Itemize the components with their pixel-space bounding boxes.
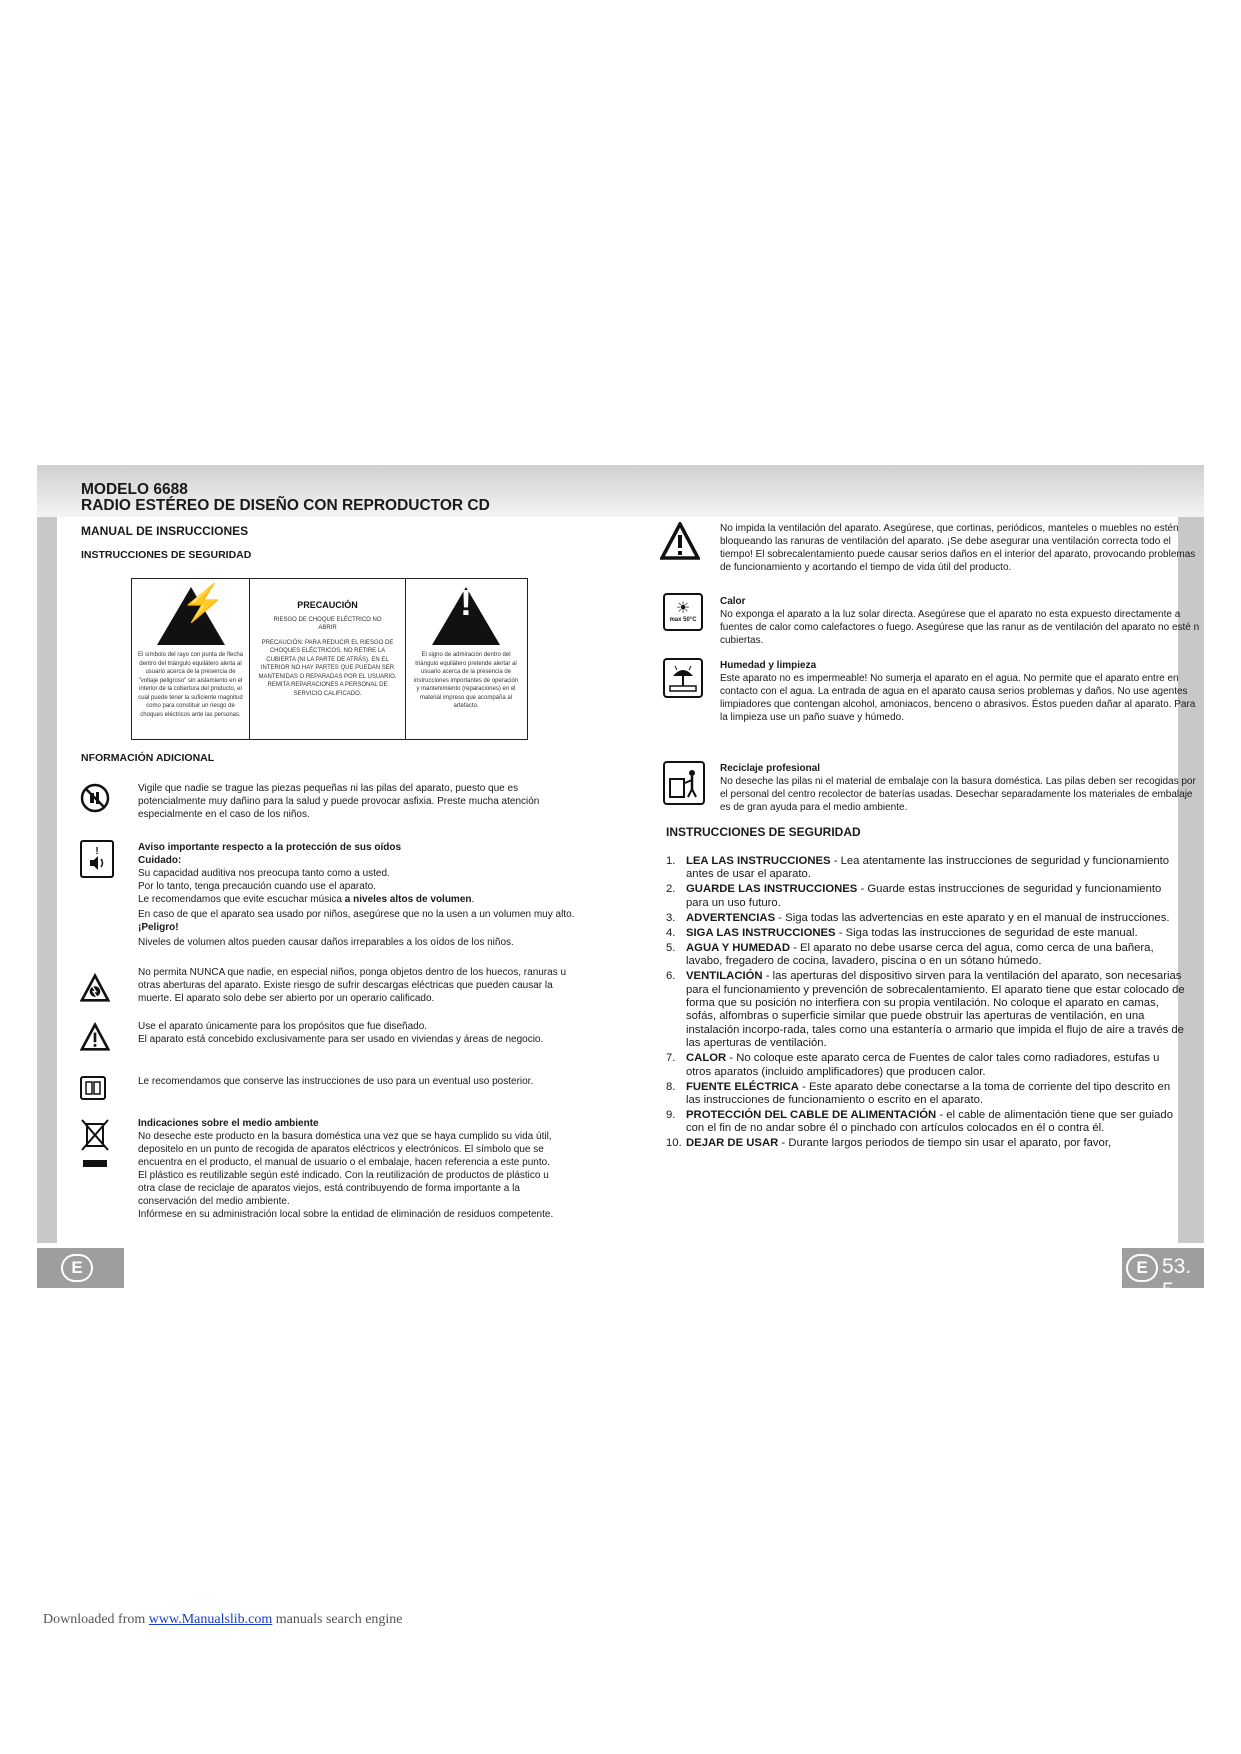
exclamation-text: El signo de admiración dentro del triángulo equilátero pretende alertar al usuario acerca de la presencia de instrucciones importantes de operación y mantenimiento (reparaciones) en el material impreso que acompaña al artefacto. <box>413 652 519 709</box>
safety-item-text: - el cable de alimentación tiene que ser guiado con el fin de no andar sobre él o pinchado con artículos colocados en él o contra él. <box>686 1109 1173 1135</box>
right-page-footer <box>1122 1248 1204 1302</box>
hearing-line-4: En caso de que el aparato sea usado por niños, asegúrese que no la usen a un volumen muy alto. <box>138 909 575 920</box>
ventilation-warning-icon <box>660 522 700 560</box>
hearing-line-3c: . <box>471 894 475 905</box>
safety-list-item <box>666 927 1186 940</box>
danger-label: ¡Peligro! <box>138 922 179 933</box>
manual-book-icon <box>80 1076 106 1100</box>
page-number: 53. 5 <box>1162 1255 1192 1302</box>
manual-heading: MANUAL DE INSRUCCIONES <box>81 524 249 538</box>
safety-list-item <box>666 942 1186 969</box>
safety-list-item <box>666 883 1186 910</box>
safety-item-number: 7. <box>666 1052 676 1065</box>
warning-box <box>131 578 528 740</box>
safety-item-text: - Siga todas las advertencias en este aparato y en el manual de instrucciones. <box>775 911 1170 924</box>
lightning-text: El símbolo del rayo con punta de flecha dentro del triángulo equilátero alerta al usuario acerca de la presencia de "voltaje peligroso" sin aislamiento en el interior de la cobertura del producto, el cual puede tener la suficiente magnitud como para constituir un riesgo de choques eléctricos ante las personas. <box>137 652 244 718</box>
safety-item-number: 6. <box>666 970 676 983</box>
safety-list-item <box>666 970 1186 1050</box>
choking-warning-text: Vigile que nadie se trague las piezas pequeñas ni las pilas del aparato, puesto que es potencialmente muy dañino para la salud y puede provocar asfixia. Preste mucha atención especialmente en el caso de los niños. <box>138 783 540 820</box>
additional-info-heading: NFORMACIÓN ADICIONAL <box>81 752 215 764</box>
caution-text: PRECAUCIÓN: PARA REDUCIR EL RIESGO DE CHOQUES ELÉCTRICOS, NO RETIRE LA CUBIERTA (NI LA PARTE DE ATRÁS). EN EL INTERIOR NO HAY PARTES QUE PUEDAN SER MANTENIDAS O REPARADAS POR EL USUARIO. REMITA REPARACIONES A PERSONAL DE SERVICIO CALIFICADO. <box>258 639 397 697</box>
safety-item-title: GUARDE LAS INSTRUCCIONES <box>686 883 858 896</box>
warning-cell-lightning <box>132 579 250 739</box>
safety-instructions-list <box>666 855 1186 1152</box>
recycling-section <box>720 762 1200 814</box>
keep-instructions-text: Le recomendamos que conserve las instrucciones de uso para un eventual uso posterior. <box>138 1076 534 1087</box>
safety-heading-right: INSTRUCCIONES DE SEGURIDAD <box>666 825 861 839</box>
footer-suffix: manuals search engine <box>272 1612 403 1627</box>
safety-heading-left: INSTRUCCIONES DE SEGURIDAD <box>81 549 252 561</box>
hearing-line-3 <box>138 893 578 906</box>
hearing-line-3b: a niveles altos de volumen <box>344 894 472 905</box>
download-footer <box>43 1612 403 1628</box>
safety-item-title: LEA LAS INSTRUCCIONES <box>686 855 831 867</box>
safety-list-item <box>666 912 1186 925</box>
safety-item-text: - Lea atentamente las instrucciones de seguridad y funcionamiento antes de usar el aparato. <box>686 855 1170 881</box>
svg-text:!: ! <box>95 846 99 857</box>
safety-item-title: PROTECCIÓN DEL CABLE DE ALIMENTACIÓN <box>686 1109 937 1122</box>
weee-bin-icon <box>80 1118 110 1170</box>
safety-item-text: - Durante largos periodos de tiempo sin usar el aparato, por favor, <box>778 1137 1112 1150</box>
objects-warning-text: No permita NUNCA que nadie, en especial niños, ponga objetos dentro de los huecos, ranuras u otras aberturas del aparato. Existe riesgo de sufrir descargas eléctricas que pueden causar la muerte. El aparato solo debe ser abierto por un operario calificado. <box>138 967 567 1004</box>
hearing-warning-icon <box>80 840 114 878</box>
model-title: MODELO 6688 <box>81 481 188 498</box>
humidity-text: Este aparato no es impermeable! No sumerja el aparato en el agua. No permite que el aparato entre en contacto con el agua. La entrada de agua en el aparato causa serios problemas y daños. No use agentes limpiadores que contengan alcohol, amoniacos, benceno o abrasivos. Éstos pueden dañar al aparato. Para la limpieza use un paño suave y húmedo. <box>720 673 1196 723</box>
safety-item-number: 10. <box>666 1137 682 1150</box>
hearing-line-2: Por lo tanto, tenga precaución cuando use el aparato. <box>138 881 376 892</box>
heat-icon-label: max 50°C <box>669 617 697 623</box>
safety-list-item <box>666 1052 1186 1079</box>
safety-item-number: 4. <box>666 926 676 939</box>
recycling-icon <box>663 761 705 805</box>
manual-spread <box>37 465 1204 1302</box>
no-swallow-icon <box>80 783 110 813</box>
hearing-title: Aviso importante respecto a la protección de sus oídos <box>138 842 402 853</box>
general-warning-icon <box>80 1022 110 1052</box>
heat-icon <box>663 593 703 631</box>
heat-section <box>720 595 1200 647</box>
safety-item-text: - Este aparato debe conectarse a la toma de corriente del tipo descrito en las instrucciones de funcionamiento o escrito en el aparato. <box>686 1080 1171 1107</box>
left-page-footer <box>37 1248 124 1288</box>
environment-section <box>138 1117 568 1221</box>
hearing-line-1: Su capacidad auditiva nos preocupa tanto como a usted. <box>138 868 390 879</box>
language-badge-left: E <box>61 1254 93 1282</box>
care-label: Cuidado: <box>138 855 182 866</box>
heat-sun-glyph: ☀ <box>675 600 691 617</box>
environment-p3: Infórmese en su administración local sobre la entidad de eliminación de residuos competente. <box>138 1209 554 1220</box>
warning-cell-exclamation <box>406 579 526 739</box>
usage-line-1: Use el aparato únicamente para los propósitos que fue diseñado. <box>138 1021 428 1032</box>
hearing-line-5: Niveles de volumen altos pueden causar daños irreparables a los oídos de los niños. <box>138 937 514 948</box>
safety-item-number: 2. <box>666 883 676 896</box>
humidity-section <box>720 659 1200 724</box>
safety-list-item <box>666 1137 1186 1150</box>
safety-item-number: 1. <box>666 855 676 867</box>
usage-section <box>138 1020 568 1046</box>
exclamation-warning-icon: ! <box>432 587 500 645</box>
ventilation-text: No impida la ventilación del aparato. Asegúrese, que cortinas, periódicos, manteles o muebles no estén bloqueando las ranuras de ventilación del aparato. ¡Se debe asegurar una ventilación correcta todo el tiempo! El sobrecalentamiento puede causar serios daños en el interior del aparato, provocando problemas de funcionamiento y acortando el tiempo de vida útil del producto. <box>720 523 1196 573</box>
electric-hazard-icon <box>80 973 110 1003</box>
manualslib-link[interactable]: www.Manualslib.com <box>148 1612 273 1627</box>
safety-item-number: 9. <box>666 1109 676 1122</box>
safety-list-item <box>666 1109 1186 1136</box>
safety-item-title: AGUA Y HUMEDAD <box>686 941 790 954</box>
safety-item-text: - No coloque este aparato cerca de Fuentes de calor tales como radiadores, estufas u otros aparatos (incluido amplificadores) que producen calor. <box>686 1052 1160 1078</box>
safety-item-number: 5. <box>666 941 676 954</box>
caution-subtitle: RIESGO DE CHOQUE ELÉCTRICO NO ABRIR <box>273 616 382 631</box>
safety-item-title: ADVERTENCIAS <box>686 911 776 924</box>
humidity-icon <box>663 658 703 698</box>
safety-list-item <box>666 1081 1186 1108</box>
usage-line-2: El aparato está concebido exclusivamente para ser usado en viviendas y áreas de negocio. <box>138 1034 544 1045</box>
caution-title: PRECAUCIÓN <box>297 600 358 610</box>
safety-item-text: - El aparato no debe usarse cerca del agua, como cerca de una bañera, lavabo, fregadero de cocina, lavadero, piscina o en un sótano húmedo. <box>686 941 1154 968</box>
heat-text: No exponga el aparato a la luz solar directa. Asegúrese que el aparato no esta expuesto directamente a fuentes de calor como calefactores o fuego. Asegúrese que las ranur as de ventilación del aparato no esté n cubiertas. <box>720 609 1200 646</box>
safety-list-item <box>666 855 1186 882</box>
environment-p2: El plástico es reutilizable según esté indicado. Con la reutilización de productos de plástico u otra clase de reciclaje de aparatos viejos, está contribuyendo de forma importante a la conservación del medio ambiente. <box>138 1170 549 1207</box>
safety-item-title: FUENTE ELÉCTRICA <box>686 1080 799 1093</box>
safety-item-title: SIGA LAS INSTRUCCIONES <box>686 926 836 939</box>
product-title: RADIO ESTÉREO DE DISEÑO CON REPRODUCTOR CD <box>81 497 490 514</box>
environment-title: Indicaciones sobre el medio ambiente <box>138 1118 319 1129</box>
hearing-line-3a: Le recomendamos que evite escuchar música <box>138 894 345 905</box>
safety-item-text: - las aperturas del dispositivo sirven para la ventilación del aparato, son necesarias para el funcionamiento y prevención de sobrecalentamiento. El aparato tiene que estar colocado de forma que su posición no interfiera con su propia ventilación. No coloque el aparato en camas, sofás, alfombras o superficie similar que puede obstruir las aperturas de ventilación, en una instalación incorpo-rada, tales como una estantería o armario que impida el flujo de aire a través de las aperturas de ventilación. <box>686 970 1185 1050</box>
safety-item-title: CALOR <box>686 1052 727 1065</box>
recycling-title: Reciclaje profesional <box>720 763 821 774</box>
document-title <box>81 482 490 514</box>
safety-item-number: 3. <box>666 911 676 924</box>
hearing-section <box>138 841 578 949</box>
language-badge-right: E <box>1126 1254 1158 1282</box>
heat-title: Calor <box>720 596 746 607</box>
safety-item-title: DEJAR DE USAR <box>686 1137 779 1150</box>
footer-prefix: Downloaded from <box>43 1612 149 1627</box>
safety-item-title: VENTILACIÓN <box>686 970 763 983</box>
humidity-title: Humedad y limpieza <box>720 660 817 671</box>
safety-item-text: - Siga todas las instrucciones de seguridad de este manual. <box>835 926 1138 939</box>
lightning-warning-icon: ⚡ <box>157 587 225 645</box>
safety-item-number: 8. <box>666 1080 676 1093</box>
safety-item-text: - Guarde estas instrucciones de seguridad y funcionamiento para un uso futuro. <box>686 883 1162 909</box>
recycling-text: No deseche las pilas ni el material de embalaje con la basura doméstica. Las pilas deben ser recogidas por el personal del centro recolector de baterías usadas. Desechar separadamente los materiales de embalaje es de gran ayuda para el medio ambiente. <box>720 776 1196 813</box>
warning-cell-caution <box>250 579 406 739</box>
environment-p1: No deseche este producto en la basura doméstica una vez que se haya cumplido su vida útil, depositelo en un punto de recogida de aparatos eléctricos y electrónicos. El símbolo que se encuentra en el producto, el manual de usuario o el embalaje, hacen referencia a este punto. <box>138 1131 552 1168</box>
left-margin-bar <box>37 517 57 1243</box>
